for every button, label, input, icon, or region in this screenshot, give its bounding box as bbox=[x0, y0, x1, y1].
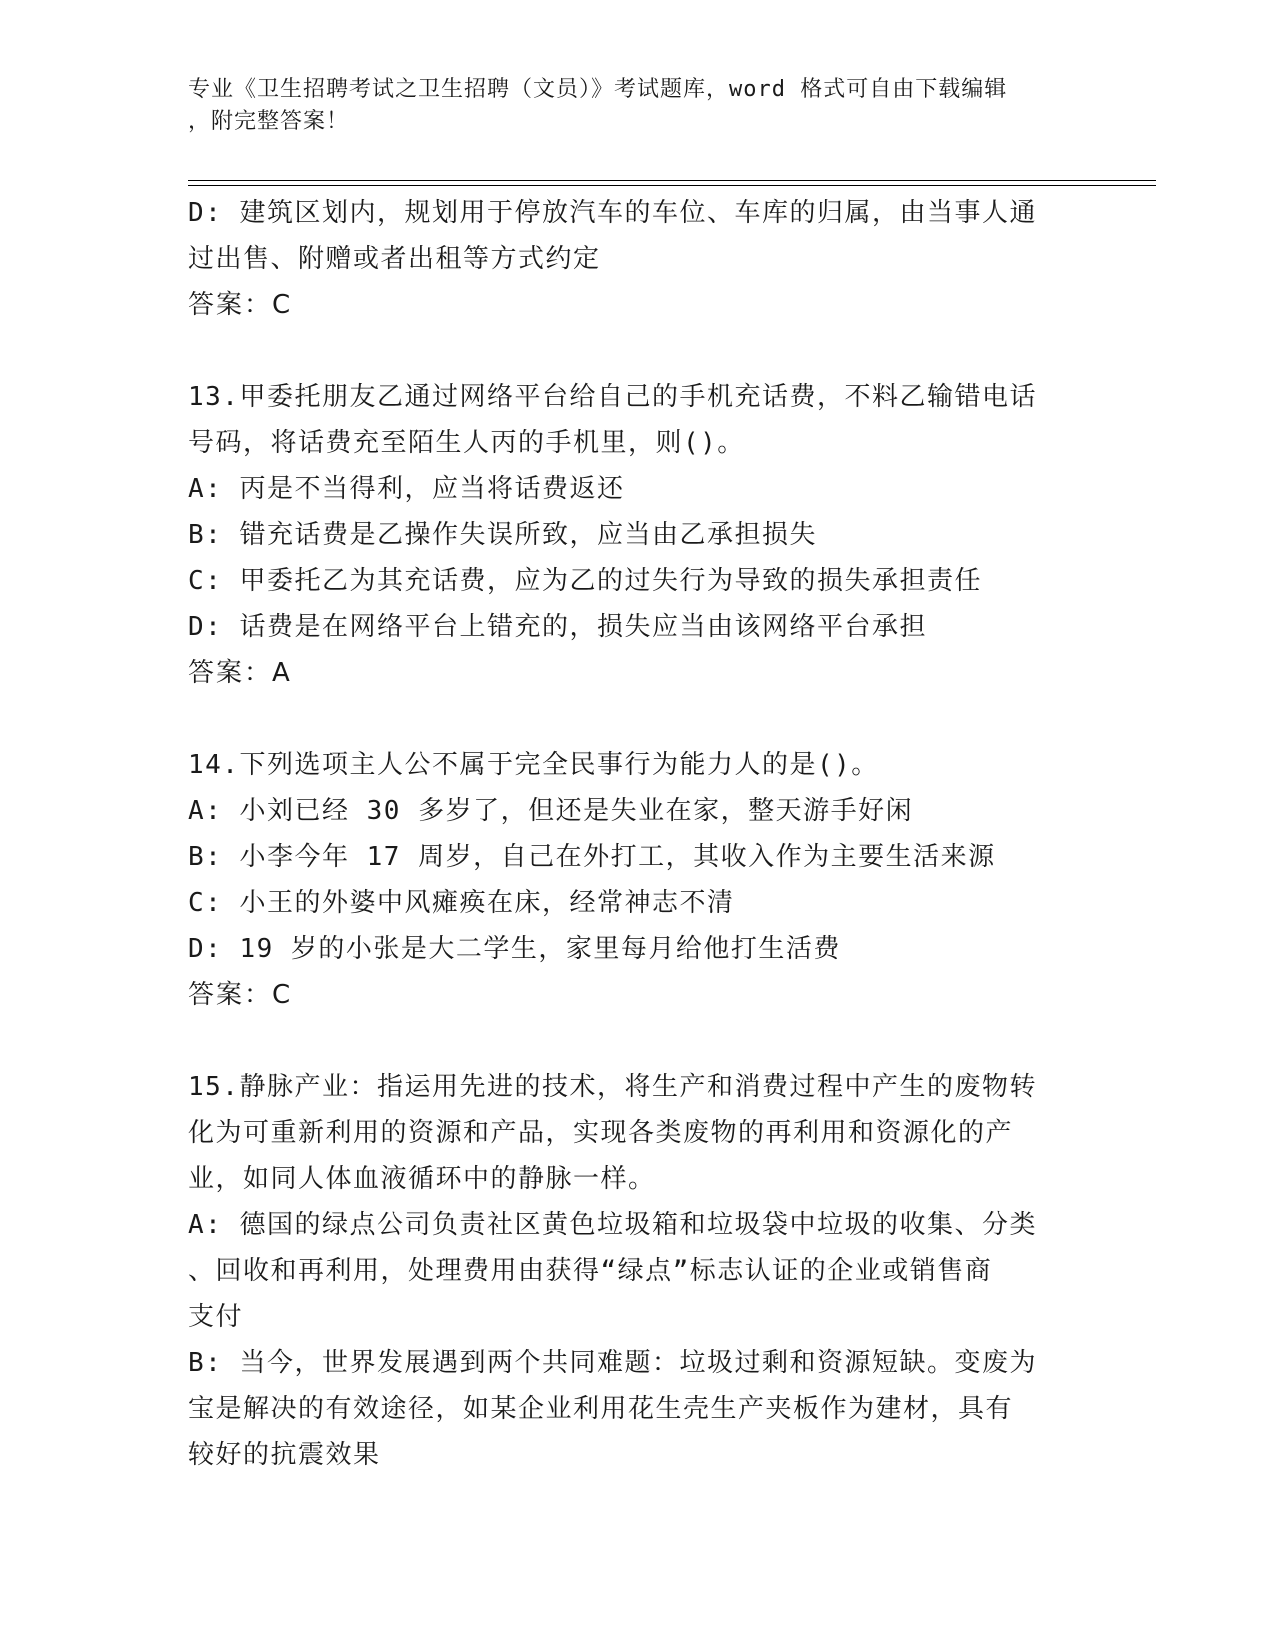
option-d-line-1: D: 建筑区划内，规划用于停放汽车的车位、车库的归属，由当事人通 bbox=[188, 198, 1037, 228]
question-stem: 14.下列选项主人公不属于完全民事行为能力人的是()。 bbox=[188, 750, 879, 780]
header-line-1: 专业《卫生招聘考试之卫生招聘（文员）》考试题库，word 格式可自由下载编辑 bbox=[188, 77, 1008, 102]
option-b: B: 错充话费是乙操作失误所致，应当由乙承担损失 bbox=[188, 520, 817, 550]
document-header bbox=[188, 74, 1088, 138]
option-c: C: 甲委托乙为其充话费，应为乙的过失行为导致的损失承担责任 bbox=[188, 566, 982, 596]
question-stem-line-3: 业，如同人体血液循环中的静脉一样。 bbox=[188, 1164, 656, 1194]
option-a: A: 丙是不当得利，应当将话费返还 bbox=[188, 474, 625, 504]
question-15 bbox=[188, 1064, 1088, 1478]
option-a: A: 小刘已经 30 多岁了，但还是失业在家，整天游手好闲 bbox=[188, 796, 914, 826]
question-12-tail bbox=[188, 190, 1088, 328]
question-14 bbox=[188, 742, 1088, 1018]
option-d: D: 话费是在网络平台上错充的，损失应当由该网络平台承担 bbox=[188, 612, 927, 642]
option-b-line-2: 宝是解决的有效途径，如某企业利用花生壳生产夹板作为建材，具有 bbox=[188, 1394, 1014, 1424]
option-b: B: 小李今年 17 周岁，自己在外打工，其收入作为主要生活来源 bbox=[188, 842, 996, 872]
spacer bbox=[188, 696, 1088, 742]
spacer bbox=[188, 1018, 1088, 1064]
question-stem-line-1: 15.静脉产业：指运用先进的技术，将生产和消费过程中产生的废物转 bbox=[188, 1072, 1037, 1102]
option-d-line-2: 过出售、附赠或者出租等方式约定 bbox=[188, 244, 601, 274]
answer-label: 答案：C bbox=[188, 290, 293, 320]
option-b-line-1: B: 当今，世界发展遇到两个共同难题：垃圾过剩和资源短缺。变废为 bbox=[188, 1348, 1037, 1378]
header-line-2: ，附完整答案！ bbox=[188, 109, 350, 134]
document-body bbox=[188, 190, 1088, 1478]
header-rule-top bbox=[188, 180, 1156, 181]
question-stem-line-2: 化为可重新利用的资源和产品，实现各类废物的再利用和资源化的产 bbox=[188, 1118, 1014, 1148]
question-stem-line-2: 号码，将话费充至陌生人丙的手机里，则()。 bbox=[188, 428, 745, 458]
option-a-line-3: 支付 bbox=[188, 1302, 244, 1332]
option-a-line-1: A: 德国的绿点公司负责社区黄色垃圾箱和垃圾袋中垃圾的收集、分类 bbox=[188, 1210, 1037, 1240]
question-13 bbox=[188, 374, 1088, 696]
option-b-line-3: 较好的抗震效果 bbox=[188, 1440, 381, 1470]
option-d: D: 19 岁的小张是大二学生，家里每月给他打生活费 bbox=[188, 934, 841, 964]
answer-label: 答案：C bbox=[188, 980, 293, 1010]
spacer bbox=[188, 328, 1088, 374]
question-stem-line-1: 13.甲委托朋友乙通过网络平台给自己的手机充话费，不料乙输错电话 bbox=[188, 382, 1037, 412]
header-rule-bottom bbox=[188, 185, 1156, 186]
option-a-line-2: 、回收和再利用，处理费用由获得“绿点”标志认证的企业或销售商 bbox=[188, 1256, 993, 1286]
option-c: C: 小王的外婆中风瘫痪在床，经常神志不清 bbox=[188, 888, 735, 918]
answer-label: 答案：A bbox=[188, 658, 292, 688]
